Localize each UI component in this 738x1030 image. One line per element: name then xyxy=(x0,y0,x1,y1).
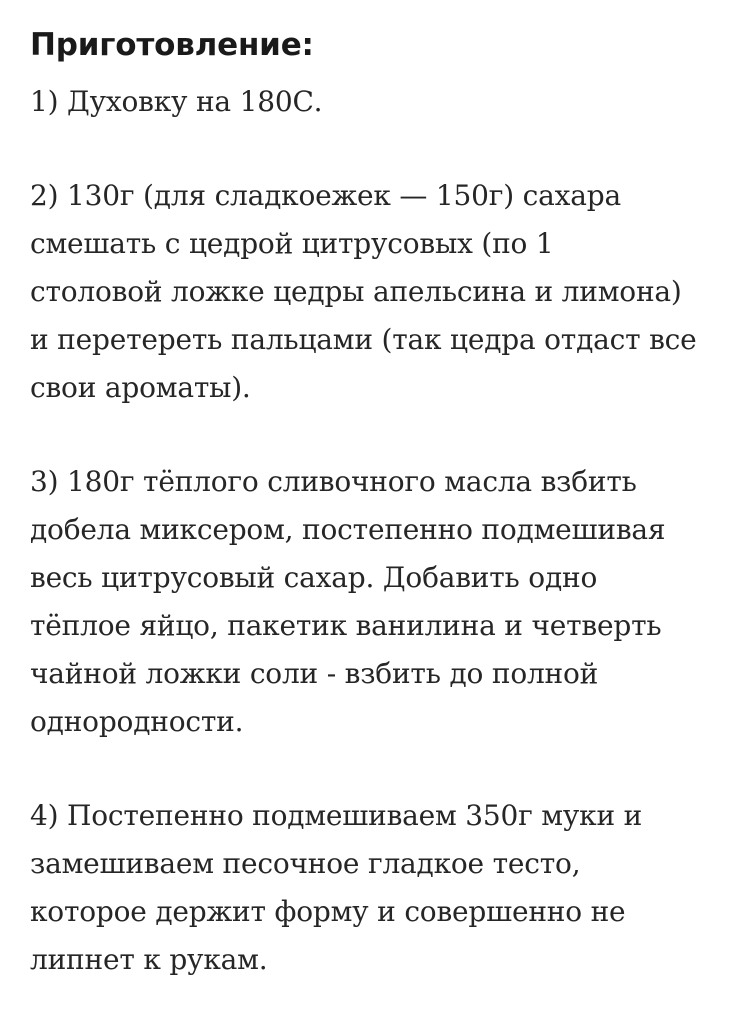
step-text-line: добела миксером, постепенно подмешивая xyxy=(30,513,666,546)
step-text-line: которое держит форму и совершенно не xyxy=(30,895,626,928)
recipe-article xyxy=(30,22,720,1030)
recipe-step-2 xyxy=(30,172,720,412)
section-heading: Приготовление: xyxy=(30,27,314,63)
step-text-line: 4) Постепенно подмешиваем 350г муки и xyxy=(30,799,643,832)
step-text-line: 1) Духовку на 180С. xyxy=(30,85,323,118)
step-text-line: тёплое яйцо, пакетик ванилина и четверть xyxy=(30,609,662,642)
step-text-line: свои ароматы). xyxy=(30,371,251,404)
step-text-line: и перетереть пальцами (так цедра отдаст все xyxy=(30,323,697,356)
step-text-line: 2) 130г (для сладкоежек — 150г) сахара xyxy=(30,179,621,212)
recipe-step-3 xyxy=(30,458,720,746)
step-text-line: смешать с цедрой цитрусовых (по 1 xyxy=(30,227,554,260)
step-text-line: 3) 180г тёплого сливочного масла взбить xyxy=(30,465,637,498)
step-text-line: весь цитрусовый сахар. Добавить одно xyxy=(30,561,598,594)
step-text-line: однородности. xyxy=(30,705,244,738)
step-text-line: столовой ложке цедры апельсина и лимона) xyxy=(30,275,682,308)
step-text-line: чайной ложки соли - взбить до полной xyxy=(30,657,599,690)
step-text-line: липнет к рукам. xyxy=(30,943,268,976)
recipe-step-1 xyxy=(30,78,720,126)
recipe-step-4 xyxy=(30,792,720,984)
step-text-line: замешиваем песочное гладкое тесто, xyxy=(30,847,581,880)
